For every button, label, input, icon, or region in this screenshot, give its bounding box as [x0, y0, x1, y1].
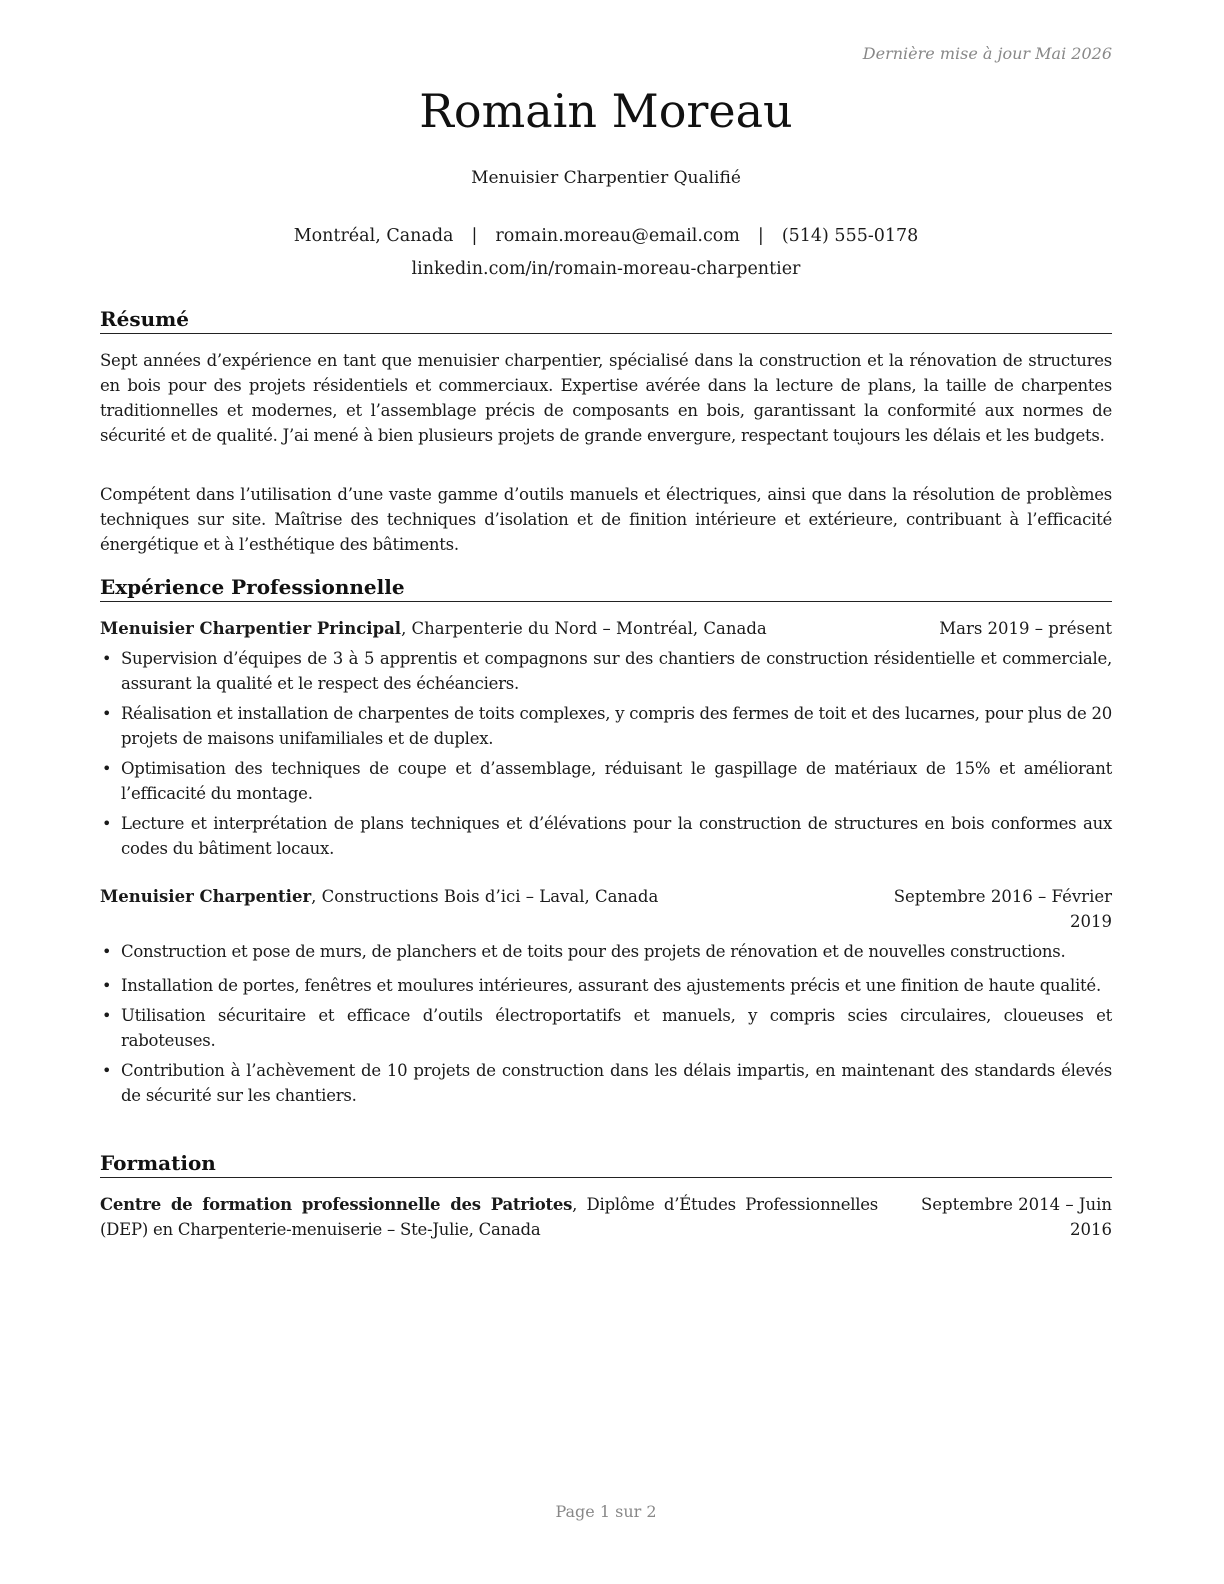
list-item: • Lecture et interprétation de plans techniques et d’élévations pour la construction de structures en bois conformes aux codes du bâtiment locaux. — [100, 811, 1112, 861]
job-bullets — [100, 646, 1112, 866]
bullet-icon: • — [102, 814, 112, 833]
job-company: , Constructions Bois d’ici – Laval, Canada — [311, 887, 659, 906]
email-link[interactable]: romain.moreau@email.com — [495, 226, 740, 246]
education-dates: Septembre 2014 – Juin 2016 — [920, 1195, 1112, 1239]
list-item: • Utilisation sécuritaire et efficace d’outils électroportatifs et manuels, y compris scies circulaires, cloueuses et raboteuses. — [100, 1003, 1112, 1053]
summary-paragraph: Compétent dans l’utilisation d’une vaste gamme d’outils manuels et électriques, ainsi que dans la résolution de problèmes techniques sur site. Maîtrise des techniques d’isolation et de finition intérieure et extérieure, contribuant à l’efficacité énergétique et à l’esthétique des bâtiments. — [100, 485, 1112, 554]
job-header — [100, 884, 1112, 931]
summary-paragraph: Sept années d’expérience en tant que menuisier charpentier, spécialisé dans la construction et la rénovation de structures en bois pour des projets résidentiels et commerciaux. Expertise avérée dans la lecture de plans, la taille de charpentes traditionnelles et modernes, et l’assemblage précis de composants en bois, garantissant la conformité aux normes de sécurité et de qualité. J’ai mené à bien plusieurs projets de grande envergure, respectant toujours les délais et les budgets. — [100, 351, 1112, 445]
location: Montréal, Canada — [293, 226, 454, 246]
phone: (514) 555-0178 — [781, 226, 919, 246]
list-item: • Construction et pose de murs, de planchers et de toits pour des projets de rénovation et de nouvelles constructions. — [100, 939, 1112, 964]
job-role: Menuisier Charpentier — [100, 887, 312, 906]
job-title: Menuisier Charpentier Qualifié — [471, 168, 741, 188]
school-name: Centre de formation professionnelle des Patriotes — [100, 1195, 573, 1214]
list-item: • Installation de portes, fenêtres et moulures intérieures, assurant des ajustements précis et une finition de haute qualité. — [100, 973, 1112, 998]
section-heading-experience: Expérience Professionnelle — [100, 574, 1112, 602]
job-header — [100, 616, 1112, 641]
bullet-icon: • — [102, 942, 112, 961]
candidate-name: Romain Moreau — [419, 84, 793, 138]
linkedin-link[interactable]: linkedin.com/in/romain-moreau-charpentier — [411, 259, 801, 279]
section-heading-summary: Résumé — [100, 306, 1112, 334]
page-number: Page 1 sur 2 — [555, 1502, 657, 1521]
job-dates: Septembre 2016 – Février 2019 — [893, 887, 1112, 931]
job-company: , Charpenterie du Nord – Montréal, Canada — [401, 619, 767, 638]
contact-info — [100, 220, 1112, 286]
bullet-icon: • — [102, 976, 112, 995]
separator: | — [471, 226, 478, 246]
list-item: • Optimisation des techniques de coupe et d’assemblage, réduisant le gaspillage de matériaux de 15% et améliorant l’efficacité du montage. — [100, 756, 1112, 806]
separator: | — [757, 226, 764, 246]
list-item: • Contribution à l’achèvement de 10 projets de construction dans les délais impartis, en maintenant des standards élevés de sécurité sur les chantiers. — [100, 1058, 1112, 1108]
job-dates: Mars 2019 – présent — [939, 619, 1112, 638]
education-details: Centre de formation professionnelle des Patriotes, Diplôme d’Études Professionnelles (DEP) en Charpenterie-menuiserie – Ste-Julie, Canada — [100, 1195, 879, 1239]
list-item: • Supervision d’équipes de 3 à 5 apprentis et compagnons sur des chantiers de construction résidentielle et commerciale, assurant la qualité et le respect des échéanciers. — [100, 646, 1112, 696]
bullet-icon: • — [102, 1061, 112, 1080]
education-entry — [100, 1192, 1112, 1244]
job-role: Menuisier Charpentier Principal — [100, 619, 402, 638]
bullet-icon: • — [102, 649, 112, 668]
resume-page — [100, 0, 1112, 1584]
list-item: • Réalisation et installation de charpentes de toits complexes, y compris des fermes de toit et des lucarnes, pour plus de 20 projets de maisons unifamiliales et de duplex. — [100, 701, 1112, 751]
job-bullets — [100, 939, 1112, 1113]
last-updated: Dernière mise à jour Mai 2026 — [862, 44, 1112, 63]
bullet-icon: • — [102, 1006, 112, 1025]
bullet-icon: • — [102, 759, 112, 778]
section-heading-education: Formation — [100, 1150, 1112, 1178]
bullet-icon: • — [102, 704, 112, 723]
